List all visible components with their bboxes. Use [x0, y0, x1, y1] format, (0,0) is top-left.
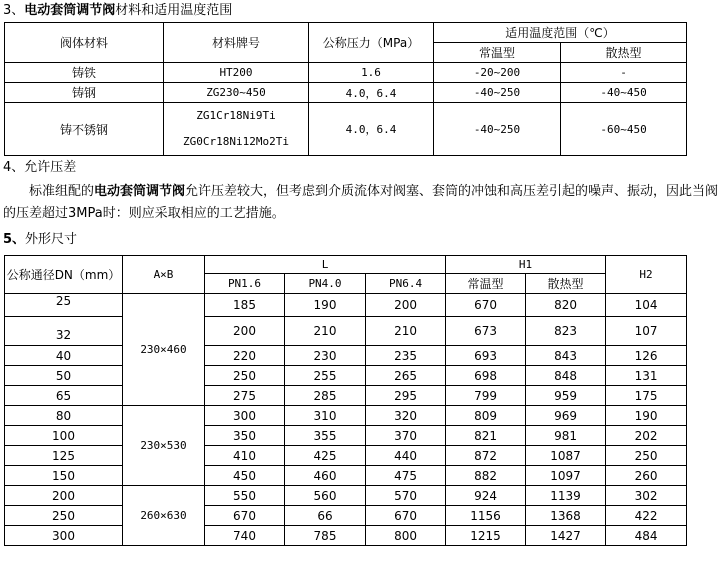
pressure-cell: 4.0，6.4 — [309, 83, 434, 103]
paragraph-text-start: 标准组配的 — [29, 184, 95, 199]
section-3-number: 3、 — [3, 3, 25, 18]
cooling-temp-cell: - — [561, 63, 687, 83]
header-material: 阀体材料 — [5, 23, 164, 63]
pn64-cell: 200 — [366, 294, 446, 317]
pn64-cell: 235 — [366, 346, 446, 366]
header-L: L — [205, 256, 446, 274]
h1-cooling-cell: 820 — [526, 294, 606, 317]
h1-normal-cell: 670 — [446, 294, 526, 317]
table-row — [5, 366, 687, 386]
table-row — [5, 346, 687, 366]
section-4-heading: 4、允许压差 — [3, 160, 77, 175]
pn40-cell: 460 — [285, 466, 366, 486]
header-H1: H1 — [446, 256, 606, 274]
section-4-paragraph — [3, 181, 723, 225]
paragraph-product-name: 电动套筒调节阀 — [94, 184, 186, 199]
table-row — [5, 466, 687, 486]
h1-normal-cell: 673 — [446, 317, 526, 346]
table-row — [5, 486, 687, 506]
pn64-cell: 370 — [366, 426, 446, 446]
pressure-cell: 4.0，6.4 — [309, 103, 434, 156]
h1-normal-cell: 924 — [446, 486, 526, 506]
h1-cooling-cell: 848 — [526, 366, 606, 386]
pressure-cell: 1.6 — [309, 63, 434, 83]
h1-cooling-cell: 981 — [526, 426, 606, 446]
material-cell: 铸不锈钢 — [5, 103, 164, 156]
table-row — [5, 83, 687, 103]
dn-cell: 40 — [5, 346, 123, 366]
h1-cooling-cell: 843 — [526, 346, 606, 366]
pn16-cell: 450 — [205, 466, 285, 486]
pn16-cell: 550 — [205, 486, 285, 506]
pn16-cell: 300 — [205, 406, 285, 426]
h1-normal-cell: 809 — [446, 406, 526, 426]
header-pressure: 公称压力（MPa） — [309, 23, 434, 63]
pn16-cell: 670 — [205, 506, 285, 526]
dn-cell: 25 — [5, 294, 123, 317]
table-row — [5, 317, 687, 346]
h1-cooling-cell: 1427 — [526, 526, 606, 546]
grade-cell: HT200 — [164, 63, 309, 83]
pn40-cell: 190 — [285, 294, 366, 317]
dn-cell: 125 — [5, 446, 123, 466]
pn16-cell: 350 — [205, 426, 285, 446]
axb-group-cell: 260×630 — [123, 486, 205, 546]
header-h1-cooling: 散热型 — [526, 274, 606, 294]
material-temperature-table — [4, 22, 687, 156]
section-5-number: 5、 — [3, 232, 26, 247]
pn16-cell: 410 — [205, 446, 285, 466]
dn-cell: 65 — [5, 386, 123, 406]
header-pn40: PN4.0 — [285, 274, 366, 294]
pn40-cell: 285 — [285, 386, 366, 406]
dn-cell: 150 — [5, 466, 123, 486]
pn64-cell: 670 — [366, 506, 446, 526]
h2-cell: 175 — [606, 386, 687, 406]
h1-cooling-cell: 1087 — [526, 446, 606, 466]
table-row — [5, 63, 687, 83]
grade-cell: ZG230~450 — [164, 83, 309, 103]
dn-cell: 300 — [5, 526, 123, 546]
header-H2: H2 — [606, 256, 687, 294]
h2-cell: 302 — [606, 486, 687, 506]
table-row — [5, 426, 687, 446]
pn40-cell: 310 — [285, 406, 366, 426]
header-pn64: PN6.4 — [366, 274, 446, 294]
pn40-cell: 785 — [285, 526, 366, 546]
pn64-cell: 475 — [366, 466, 446, 486]
pn64-cell: 800 — [366, 526, 446, 546]
h2-cell: 422 — [606, 506, 687, 526]
normal-temp-cell: -20~200 — [434, 63, 561, 83]
normal-temp-cell: -40~250 — [434, 103, 561, 156]
grade-line-1: ZG1Cr18Ni9Ti — [196, 109, 276, 122]
h1-normal-cell: 882 — [446, 466, 526, 486]
pn40-cell: 560 — [285, 486, 366, 506]
dim-header-row — [5, 256, 687, 274]
pn64-cell: 210 — [366, 317, 446, 346]
normal-temp-cell: -40~250 — [434, 83, 561, 103]
header-dn: 公称通径DN（mm） — [5, 256, 123, 294]
material-cell: 铸钢 — [5, 83, 164, 103]
header-h1-normal: 常温型 — [446, 274, 526, 294]
header-normal-type: 常温型 — [434, 43, 561, 63]
pn16-cell: 220 — [205, 346, 285, 366]
h2-cell: 104 — [606, 294, 687, 317]
table-row — [5, 294, 687, 317]
h1-cooling-cell: 1097 — [526, 466, 606, 486]
h2-cell: 131 — [606, 366, 687, 386]
h1-cooling-cell: 1139 — [526, 486, 606, 506]
h1-normal-cell: 872 — [446, 446, 526, 466]
pn40-cell: 255 — [285, 366, 366, 386]
pn40-cell: 230 — [285, 346, 366, 366]
pn64-cell: 265 — [366, 366, 446, 386]
h1-normal-cell: 698 — [446, 366, 526, 386]
grade-cell — [164, 103, 309, 156]
cooling-temp-cell: -60~450 — [561, 103, 687, 156]
pn64-cell: 440 — [366, 446, 446, 466]
header-pn16: PN1.6 — [205, 274, 285, 294]
h1-cooling-cell: 959 — [526, 386, 606, 406]
h2-cell: 107 — [606, 317, 687, 346]
dn-cell: 250 — [5, 506, 123, 526]
h2-cell: 126 — [606, 346, 687, 366]
axb-group-cell: 230×530 — [123, 406, 205, 486]
h1-cooling-cell: 823 — [526, 317, 606, 346]
h1-normal-cell: 1215 — [446, 526, 526, 546]
table-row — [5, 103, 687, 156]
dn-cell: 50 — [5, 366, 123, 386]
h1-normal-cell: 1156 — [446, 506, 526, 526]
header-axb: A×B — [123, 256, 205, 294]
dn-cell: 80 — [5, 406, 123, 426]
header-cooling-type: 散热型 — [561, 43, 687, 63]
section-3-heading — [3, 3, 232, 19]
material-cell: 铸铁 — [5, 63, 164, 83]
h1-cooling-cell: 1368 — [526, 506, 606, 526]
cooling-temp-cell: -40~450 — [561, 83, 687, 103]
pn64-cell: 570 — [366, 486, 446, 506]
grade-line-2: ZG0Cr18Ni12Mo2Ti — [183, 135, 289, 148]
pn16-cell: 275 — [205, 386, 285, 406]
section-3-title-rest: 材料和适用温度范围 — [115, 3, 233, 18]
table-row — [5, 506, 687, 526]
pn16-cell: 200 — [205, 317, 285, 346]
header-grade: 材料牌号 — [164, 23, 309, 63]
pn40-cell: 355 — [285, 426, 366, 446]
material-header-row — [5, 23, 687, 43]
pn16-cell: 740 — [205, 526, 285, 546]
pn40-cell: 66 — [285, 506, 366, 526]
pn40-cell: 425 — [285, 446, 366, 466]
h2-cell: 260 — [606, 466, 687, 486]
h2-cell: 484 — [606, 526, 687, 546]
h1-normal-cell: 799 — [446, 386, 526, 406]
dn-cell: 200 — [5, 486, 123, 506]
h2-cell: 202 — [606, 426, 687, 446]
paragraph-text-rest: 允许压差较大，但考虑到介质流体对阀塞、套筒的冲蚀和高压差引起的噪声、振动，因此当阀的压差超过3MPa时：则应采取相应的工艺措施。 — [3, 184, 719, 221]
section-3-product-name: 电动套筒调节阀 — [24, 3, 116, 18]
h2-cell: 190 — [606, 406, 687, 426]
h1-normal-cell: 821 — [446, 426, 526, 446]
pn40-cell: 210 — [285, 317, 366, 346]
table-row — [5, 386, 687, 406]
pn16-cell: 250 — [205, 366, 285, 386]
dimensions-table — [4, 255, 687, 546]
dn-cell: 100 — [5, 426, 123, 446]
axb-group-cell: 230×460 — [123, 294, 205, 406]
table-row — [5, 446, 687, 466]
pn64-cell: 295 — [366, 386, 446, 406]
header-temp-range: 适用温度范围（℃） — [434, 23, 687, 43]
h1-normal-cell: 693 — [446, 346, 526, 366]
table-row — [5, 406, 687, 426]
section-5-title-rest: 外形尺寸 — [25, 232, 78, 247]
h2-cell: 250 — [606, 446, 687, 466]
h1-cooling-cell: 969 — [526, 406, 606, 426]
table-row — [5, 526, 687, 546]
pn64-cell: 320 — [366, 406, 446, 426]
section-5-heading — [3, 232, 77, 248]
pn16-cell: 185 — [205, 294, 285, 317]
dn-cell: 32 — [5, 317, 123, 346]
